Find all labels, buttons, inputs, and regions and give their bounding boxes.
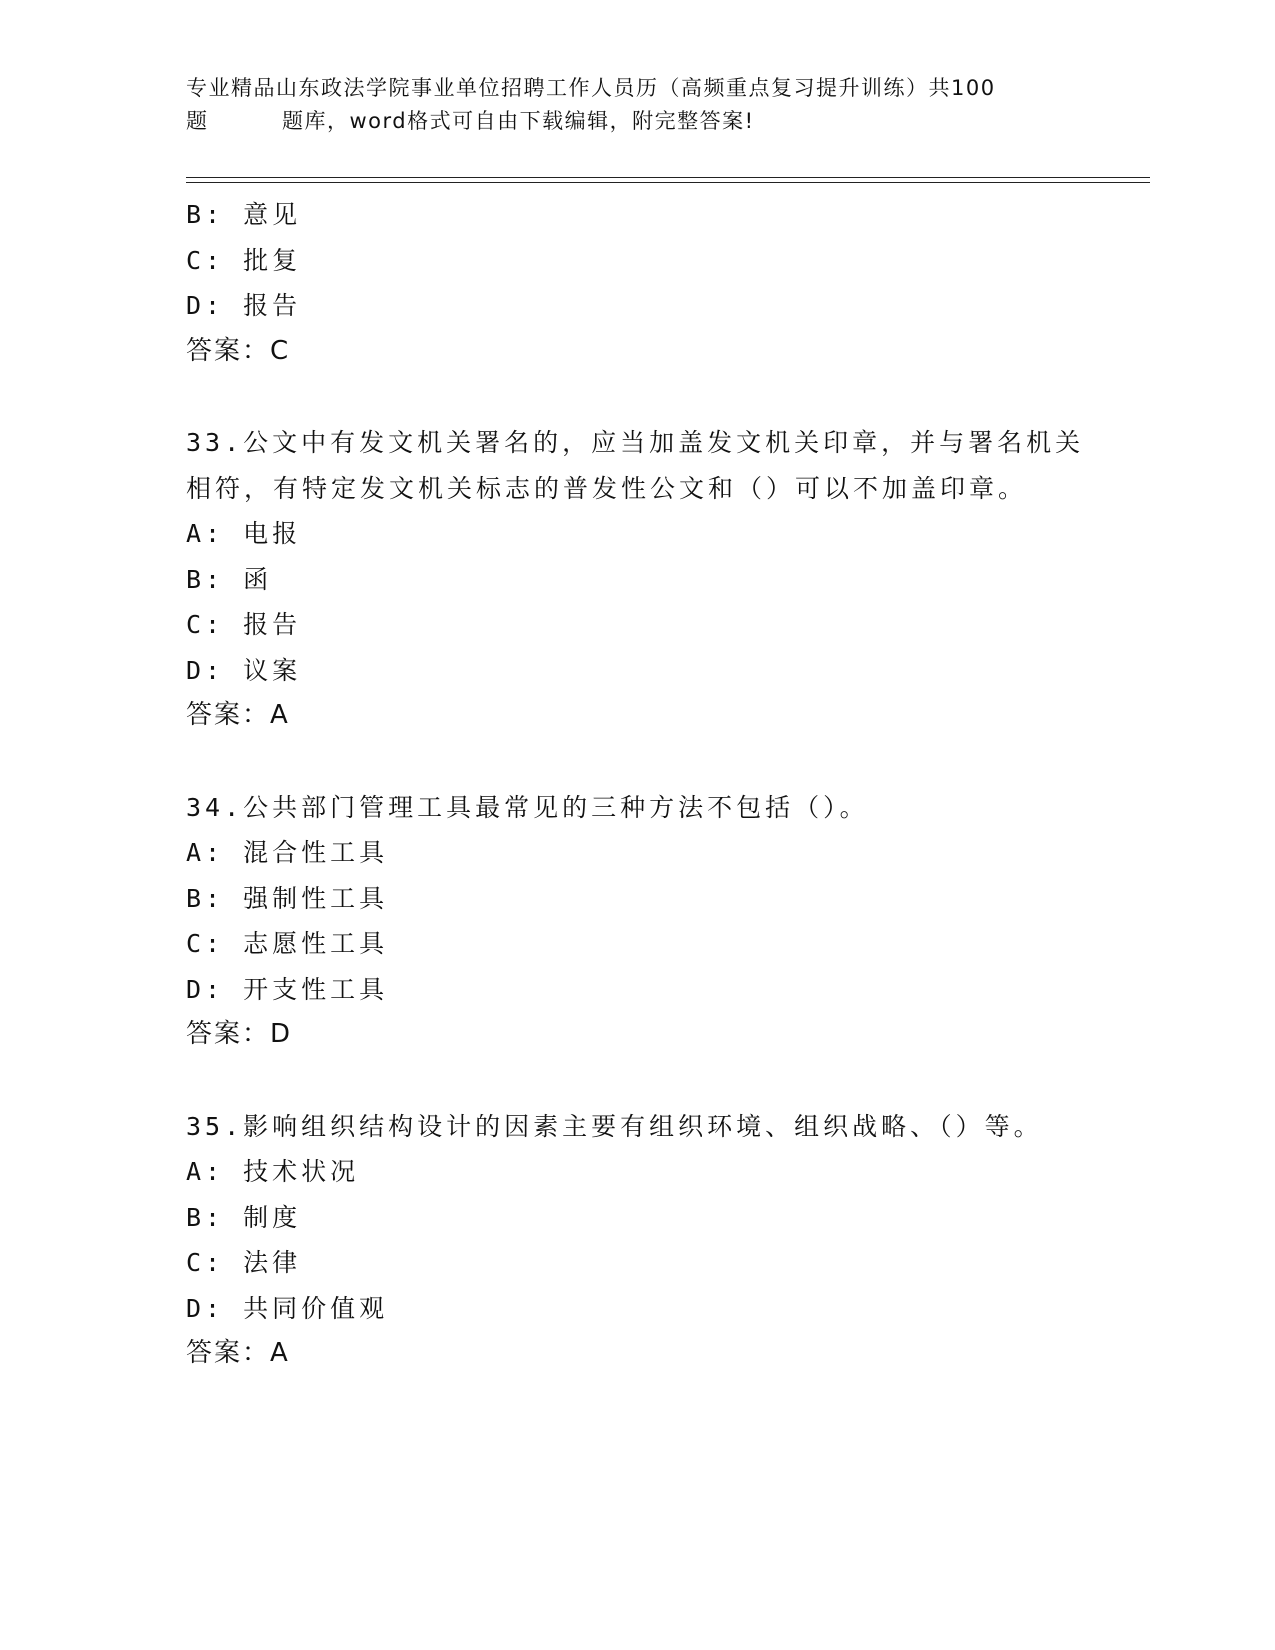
option-c: C: 报告 — [186, 610, 302, 639]
option-d: D: 开支性工具 — [186, 974, 389, 1004]
question-33 — [186, 420, 1106, 739]
spacer — [186, 1058, 1106, 1104]
question-34 — [186, 785, 1106, 1058]
question-list — [186, 192, 1106, 1377]
header-title-line2 — [186, 105, 1086, 138]
header-title-line2-right: 题库，word格式可自由下载编辑，附完整答案! — [282, 109, 755, 133]
option-d: D: 共同价值观 — [186, 1293, 389, 1323]
header-title-line1: 专业精品山东政法学院事业单位招聘工作人员历（高频重点复习提升训练）共100 — [186, 76, 996, 100]
option-b: B: 制度 — [186, 1202, 302, 1232]
option-a: A: 技术状况 — [186, 1157, 360, 1186]
option-a: A: 电报 — [186, 519, 302, 548]
header-divider-bottom — [186, 182, 1150, 183]
question-text-line: 35.影响组织结构设计的因素主要有组织环境、组织战略、（）等。 — [186, 1111, 1043, 1141]
answer-line: 答案：A — [186, 1338, 290, 1368]
question-35 — [186, 1104, 1106, 1377]
question-text-line: 相符，有特定发文机关标志的普发性公文和（）可以不加盖印章。 — [186, 473, 1028, 503]
spacer — [186, 739, 1106, 785]
option-d: D: 议案 — [186, 655, 302, 685]
option-d: D: 报告 — [186, 291, 302, 320]
answer-line: 答案：D — [186, 1019, 293, 1049]
header-divider-top — [186, 177, 1150, 178]
option-b: B: 意见 — [186, 200, 302, 229]
question-text-line: 33.公文中有发文机关署名的，应当加盖发文机关印章，并与署名机关 — [186, 428, 1085, 457]
question-32-continued — [186, 192, 1106, 374]
option-a: A: 混合性工具 — [186, 838, 389, 867]
header-title-line2-left: 题 — [186, 109, 209, 133]
option-b: B: 函 — [186, 564, 273, 594]
spacer — [186, 374, 1106, 420]
question-text-line: 34.公共部门管理工具最常见的三种方法不包括（）。 — [186, 792, 869, 822]
answer-line: 答案：A — [186, 700, 290, 730]
answer-line: 答案：C — [186, 335, 291, 366]
document-header — [186, 72, 1086, 138]
option-b: B: 强制性工具 — [186, 883, 389, 913]
option-c: C: 志愿性工具 — [186, 929, 389, 958]
option-c: C: 法律 — [186, 1248, 302, 1277]
option-c: C: 批复 — [186, 245, 302, 275]
